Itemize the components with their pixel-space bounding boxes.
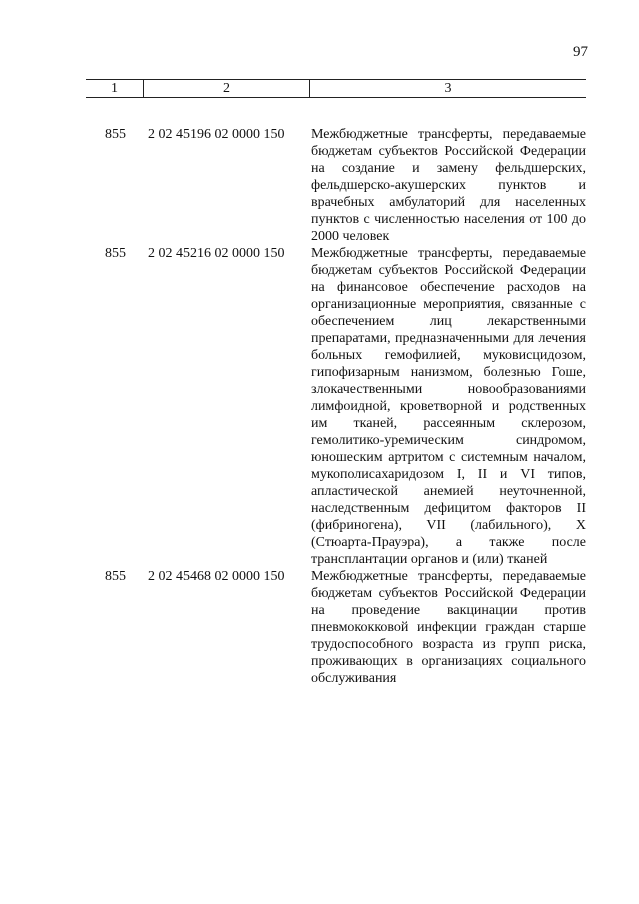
header-col-1: 1 xyxy=(111,81,118,96)
table-body-spacer xyxy=(86,98,586,126)
budget-code-cell: 2 02 45216 02 0000 150 xyxy=(148,246,285,261)
admin-code-cell: 855 xyxy=(105,127,126,142)
admin-code-cell: 855 xyxy=(105,569,126,584)
description-cell: Межбюджетные трансферты, передаваемые бюджетам субъектов Российской Федерации на проведение вакцинации против пневмококковой инфекции граждан старше трудоспособного возраста из групп риска, проживающих в организациях социального обслуживания xyxy=(311,569,586,686)
table-row xyxy=(86,126,586,245)
header-col-2: 2 xyxy=(143,80,309,97)
description-cell: Межбюджетные трансферты, передаваемые бюджетам субъектов Российской Федерации на финансовое обеспечение расходов на организационные мероприятия, связанные с обеспечением лиц лекарственными препаратами, предназначенными для лечения больных гемофилией, муковисцидозом, гипофизарным нанизмом, болезнью Гоше, злокачественными новообразованиями лимфоидной, кроветворной и родственных им тканей, рассеянным склерозом, гемолитико-уремическим синдромом, юношеским артритом с системным началом, мукополисахаридозом I, II и VI типов, апластической анемией неуточненной, наследственным дефицитом факторов II (фибриногена), VII (лабильного), X (Стюарта-Прауэра), а также после трансплантации органов и (или) тканей xyxy=(311,246,586,567)
header-col-3: 3 xyxy=(309,80,586,97)
table-row xyxy=(86,568,586,687)
table-row xyxy=(86,245,586,568)
budget-code-cell: 2 02 45196 02 0000 150 xyxy=(148,127,285,142)
budget-code-cell: 2 02 45468 02 0000 150 xyxy=(148,569,285,584)
page-number: 97 xyxy=(573,44,588,60)
admin-code-cell: 855 xyxy=(105,246,126,261)
table-header-row xyxy=(86,79,586,98)
description-cell: Межбюджетные трансферты, передаваемые бюджетам субъектов Российской Федерации на создание и замену фельдшерских, фельдшерско-акушерских пунктов и врачебных амбулаторий для населенных пунктов с численностью населения от 100 до 2000 человек xyxy=(311,127,586,244)
budget-codes-table xyxy=(86,79,586,687)
